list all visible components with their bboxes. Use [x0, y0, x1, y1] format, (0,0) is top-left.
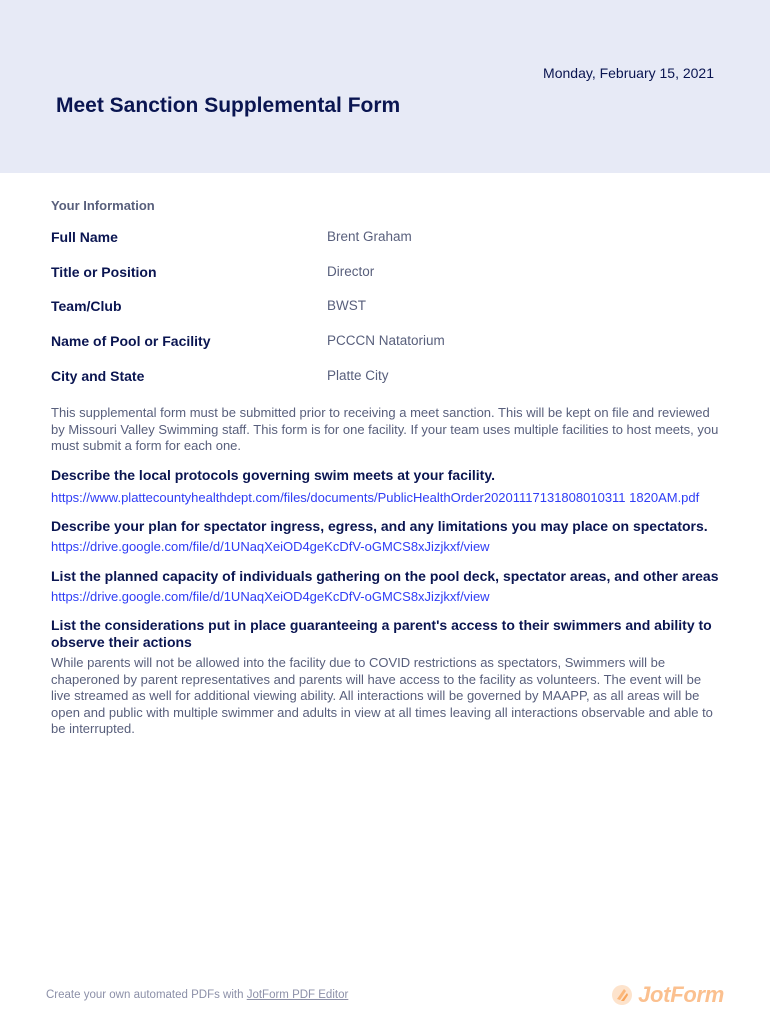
- footer-text: Create your own automated PDFs with: [46, 989, 247, 1001]
- question-text: Describe your plan for spectator ingress, egress, and any limitations you may place on spectators.: [51, 518, 708, 535]
- document-title: Meet Sanction Supplemental Form: [56, 94, 401, 117]
- field-value: Director: [327, 263, 375, 279]
- section-label-your-information: Your Information: [51, 198, 155, 213]
- question-block-spectator-plan: [51, 518, 721, 556]
- footer-note: [46, 989, 348, 1001]
- field-value: BWST: [327, 298, 366, 314]
- field-value: PCCCN Natatorium: [327, 333, 445, 349]
- field-row-title-or-position: [51, 261, 721, 296]
- answer-link[interactable]: https://drive.google.com/file/d/1UNaqXeiOD4geKcDfV-oGMCS8xJizjkxf/view: [51, 539, 490, 555]
- intro-paragraph: This supplemental form must be submitted prior to receiving a meet sanction. This will be kept on file and reviewed by Missouri Valley Swimming staff. This form is for one facility. If your team uses multiple facilities to host meets, you must submit a form for each one.: [51, 405, 719, 454]
- jotform-logo[interactable]: [611, 982, 724, 1008]
- field-row-full-name: [51, 226, 721, 261]
- field-row-team-club: [51, 295, 721, 330]
- field-row-city-state: [51, 365, 721, 400]
- question-block-planned-capacity: [51, 568, 721, 606]
- answer-link[interactable]: https://drive.google.com/file/d/1UNaqXeiOD4geKcDfV-oGMCS8xJizjkxf/view: [51, 588, 490, 604]
- document-date: Monday, February 15, 2021: [543, 65, 714, 81]
- answer-link[interactable]: https://www.plattecountyhealthdept.com/files/documents/PublicHealthOrder20201117131808010311 1820AM.pdf: [51, 489, 700, 505]
- jotform-logo-text: JotForm: [638, 982, 724, 1007]
- field-label: Team/Club: [51, 298, 122, 315]
- question-block-parent-access: [51, 617, 721, 738]
- question-text: List the planned capacity of individuals gathering on the pool deck, spectator areas, and other areas: [51, 567, 719, 584]
- field-label: Title or Position: [51, 263, 157, 280]
- field-value: Brent Graham: [327, 229, 412, 244]
- field-label: Name of Pool or Facility: [51, 333, 211, 350]
- footer-editor-link[interactable]: JotForm PDF Editor: [246, 989, 349, 1001]
- question-text: List the considerations put in place guaranteeing a parent's access to their swimmers and ability to observe their actions: [51, 617, 712, 651]
- field-row-pool-facility: [51, 330, 721, 365]
- field-label: City and State: [51, 367, 145, 384]
- question-text: Describe the local protocols governing swim meets at your facility.: [51, 466, 495, 483]
- document-header: [0, 0, 770, 173]
- field-label: Full Name: [51, 229, 118, 245]
- field-value: Platte City: [327, 367, 389, 383]
- jotform-logo-icon: [611, 984, 633, 1006]
- question-block-local-protocols: [51, 467, 721, 507]
- document-body: [51, 198, 721, 738]
- answer-text: While parents will not be allowed into the facility due to COVID restrictions as spectators, Swimmers will be chaperoned by parent representatives and parents will have access to the facility as volunteers. The event will be live streamed as well for additional viewing ability. All interactions will be governed by MAAPP, as all areas will be open and public with multiple swimmer and adults in view at all times leaving all interactions observable and able to be interrupted.: [51, 655, 713, 737]
